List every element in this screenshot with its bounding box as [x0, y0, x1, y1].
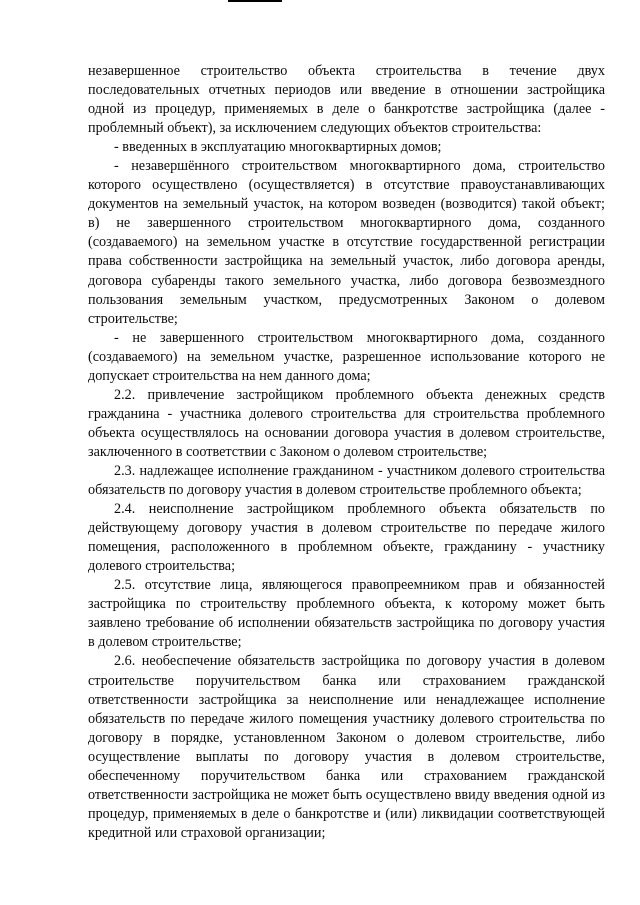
paragraph-2-4: 2.4. неисполнение застройщиком проблемного объекта обязательств по действующему договору участия в долевом строительстве по передаче жилого помещения, расположенного в проблемном объекте, гражданину - участнику долевого строительства; [88, 501, 605, 575]
scan-artifact-line [228, 0, 282, 2]
paragraph-2-3: 2.3. надлежащее исполнение гражданином - участником долевого строительства обязательств по договору участия в долевом строительстве проблемного объекта; [88, 462, 605, 499]
paragraph-2-2: 2.2. привлечение застройщиком проблемного объекта денежных средств гражданина - участника долевого строительства для строительства проблемного объекта осуществлялось на основании договора участия в долевом строительстве, заключенного в соответствии с Законом о долевом строительстве; [88, 386, 605, 460]
paragraph-exclusion-no-title-documents: - незавершённого строительством многоквартирного дома, строительство которого осуществлено (осуществляется) в отсутствие правоустанавливающих документов на земельный участок, на котором возведен (возводится) такой объект; в) не завершенного строительством многоквартирного дома, созданного (создаваемого) на земельном участке в отсутствие государственной регистрации права собственности застройщика на земельный участок, либо договора аренды, договора субаренды такого земельного участка, либо договора безвозмездного пользования земельным участком, предусмотренных Законом о долевом строительстве; [88, 158, 605, 327]
paragraph-exclusion-land-use: - не завершенного строительством многоквартирного дома, созданного (создаваемого) на земельном участке, разрешенное использование которого не допускает строительства на нем данного дома; [88, 329, 605, 384]
paragraph-2-6: 2.6. необеспечение обязательств застройщика по договору участия в долевом строительстве поручительством банка или страхованием гражданской ответственности застройщика за неисполнение или ненадлежащее исполнение обязательств по передаче жилого помещения участнику долевого строительства по договору в порядке, установленном Законом о долевом строительстве, либо осуществление выплаты по договору участия в долевом строительстве, обеспеченному поручительством банка или страхованием гражданской ответственности застройщика не может быть осуществлено ввиду введения одной из процедур, применяемых в деле о банкротстве и (или) ликвидации соответствующей кредитной или страховой организации; [88, 653, 605, 841]
paragraph-2-5: 2.5. отсутствие лица, являющегося правопреемником прав и обязанностей застройщика по строительству проблемного объекта, к которому может быть заявлено требование об исполнении обязательств застройщика по договору участия в долевом строительстве; [88, 577, 605, 651]
document-page [88, 62, 605, 843]
paragraph-problem-object-definition: незавершенное строительство объекта строительства в течение двух последовательных отчетных периодов или введение в отношении застройщика одной из процедур, применяемых в деле о банкротстве застройщика (далее - проблемный объект), за исключением следующих объектов строительства: [88, 63, 605, 137]
paragraph-exclusion-commissioned: - введенных в эксплуатацию многоквартирных домов; [114, 139, 442, 156]
